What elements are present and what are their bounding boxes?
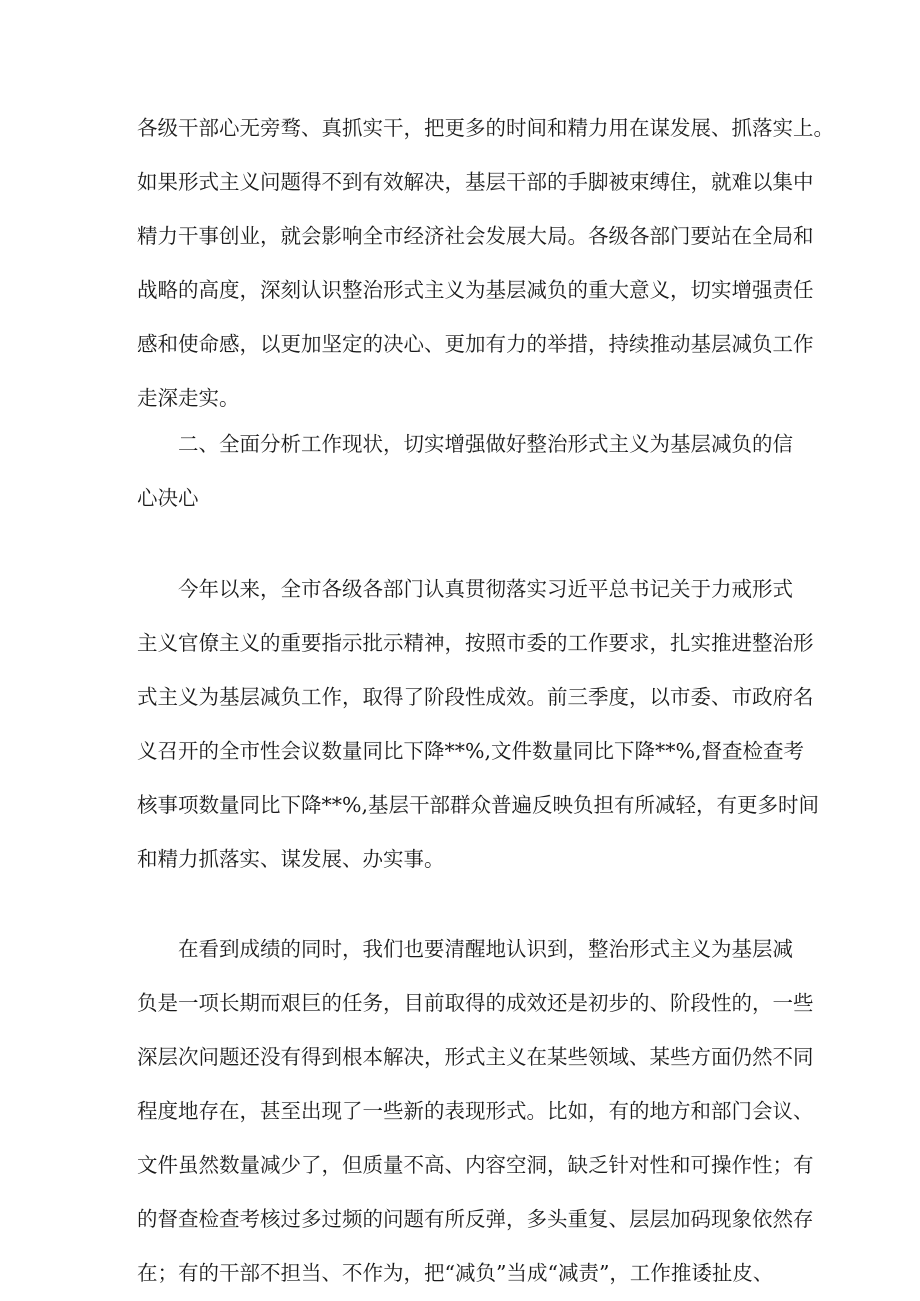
text-line: 各级干部心无旁骛、真抓实干，把更多的时间和精力用在谋发展、抓落实上。 bbox=[137, 116, 834, 140]
text-line: 精力干事创业，就会影响全市经济社会发展大局。各级各部门要站在全局和 bbox=[137, 224, 814, 248]
heading-line: 心决心 bbox=[137, 486, 199, 510]
text-line: 的督查检查考核过多过频的问题有所反弹，多头重复、层层加码现象依然存 bbox=[137, 1207, 814, 1231]
text-line: 在看到成绩的同时，我们也要清醒地认识到，整治形式主义为基层减 bbox=[178, 937, 793, 961]
text-line: 深层次问题还没有得到根本解决，形式主义在某些领域、某些方面仍然不同 bbox=[137, 1045, 814, 1069]
text-line: 今年以来，全市各级各部门认真贯彻落实习近平总书记关于力戒形式 bbox=[178, 577, 793, 601]
text-line: 和精力抓落实、谋发展、办实事。 bbox=[137, 847, 445, 871]
text-line: 走深走实。 bbox=[137, 386, 240, 410]
text-line: 核事项数量同比下降**%,基层干部群众普遍反映负担有所减轻，有更多时间 bbox=[137, 793, 819, 817]
text-line: 式主义为基层减负工作，取得了阶段性成效。前三季度，以市委、市政府名 bbox=[137, 685, 814, 709]
heading-line: 二、全面分析工作现状，切实增强做好整治形式主义为基层减负的信 bbox=[178, 432, 793, 456]
text-line: 主义官僚主义的重要指示批示精神，按照市委的工作要求，扎实推进整治形 bbox=[137, 631, 814, 655]
text-line: 文件虽然数量减少了，但质量不高、内容空洞，缺乏针对性和可操作性；有 bbox=[137, 1153, 814, 1177]
text-line: 在；有的干部不担当、不作为，把“减负”当成“减责”，工作推诿扯皮、 bbox=[137, 1261, 774, 1285]
text-line: 战略的高度，深刻认识整治形式主义为基层减负的重大意义，切实增强责任 bbox=[137, 278, 814, 302]
text-line: 感和使命感，以更加坚定的决心、更加有力的举措，持续推动基层减负工作 bbox=[137, 332, 814, 356]
text-line: 负是一项长期而艰巨的任务，目前取得的成效还是初步的、阶段性的，一些 bbox=[137, 991, 814, 1015]
text-line: 义召开的全市性会议数量同比下降**%,文件数量同比下降**%,督查检查考 bbox=[137, 739, 804, 763]
text-line: 程度地存在，甚至出现了一些新的表现形式。比如，有的地方和部门会议、 bbox=[137, 1099, 814, 1123]
text-line: 如果形式主义问题得不到有效解决，基层干部的手脚被束缚住，就难以集中 bbox=[137, 170, 814, 194]
